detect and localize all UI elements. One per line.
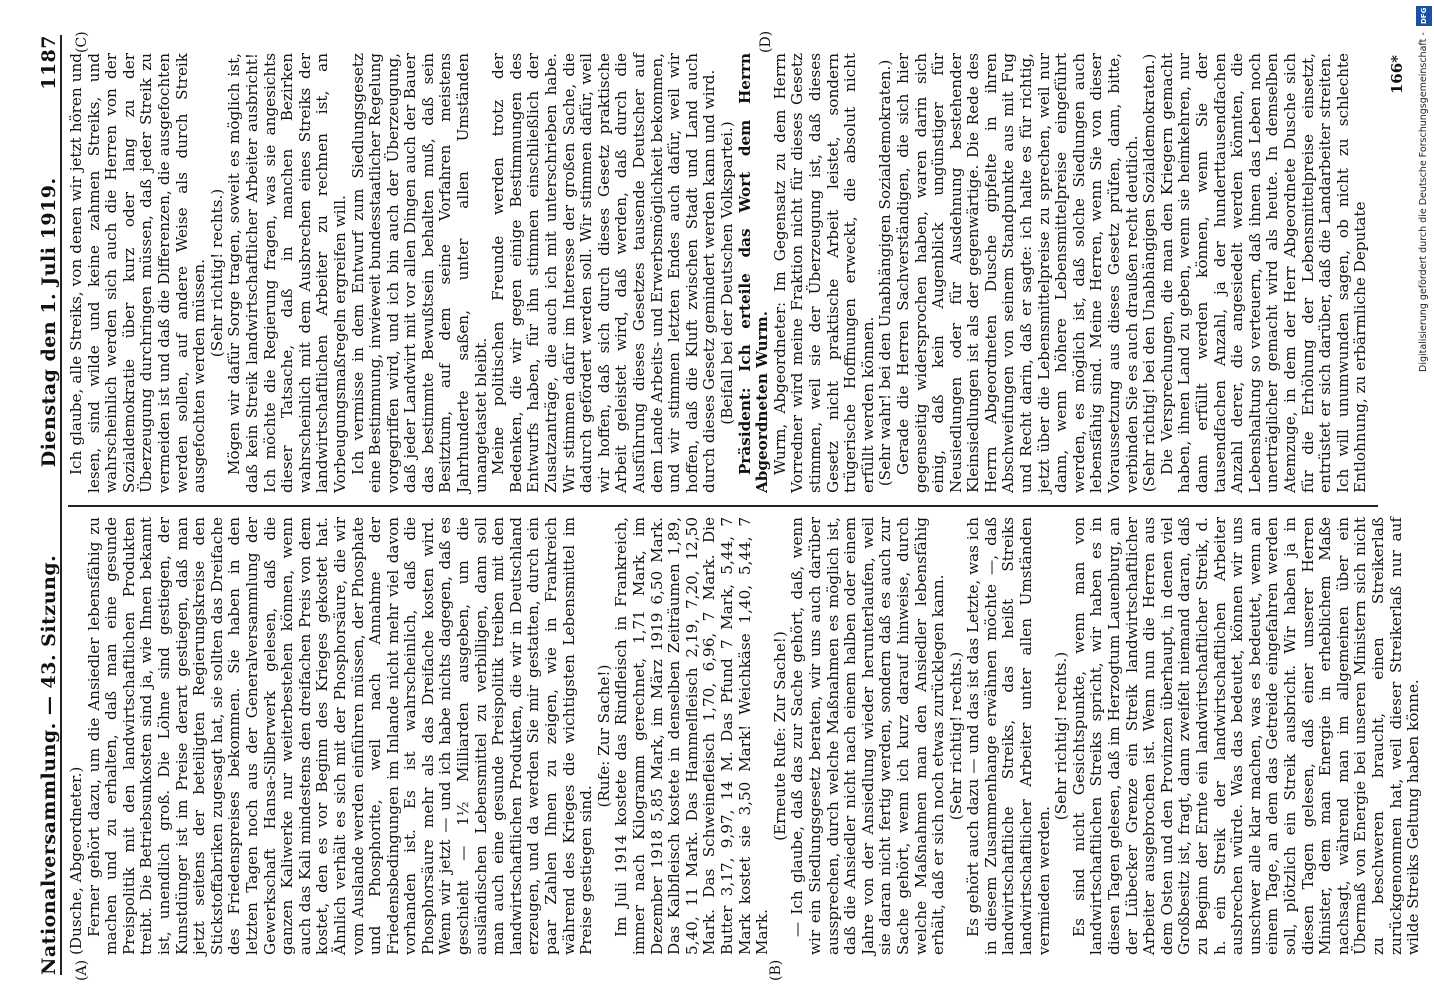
paragraph: Es sind nicht Gesichtspunkte, wenn man von landwirtschaftlichen Streiks spricht, wir haben es in diesen Tagen gelesen, daß im Herzogtum Lauenburg, an der Lübecker Grenze ein Streik landwirtschaftlicher Arbeiter ausgebrochen ist. Wenn nun die Herren aus dem Osten und den Provinzen überhaupt, in denen viel Großbesitz ist, fragt, dann zweifelt niemand daran, daß zu Beginn der Ernte ein landwirtschaftlicher Streik, d. h. ein Streik der landwirtschaftlichen Arbeiter ausbrechen würde. Was das bedeutet, können wir uns unschwer alle klar machen, was es bedeutet, wenn an einem Tage, an dem das Getreide eingefahren werden soll, plötzlich ein Streik ausbricht. Wir haben ja in diesen Tagen gelesen, daß einer unserer Herren Minister, dem man Energie in erheblichem Maße nachsagt, während man im allgemeinen über ein Übermaß von Energie bei unseren Ministern sich nicht zu beschweren braucht, einen Streikerlaß zurückgenommen hat, weil dieser Streikerlaß nur auf wilde Streiks Geltung haben könne. [1069, 517, 1423, 955]
paragraph: Es gehört auch dazu — und das ist das Letzte, was ich in diesem Zusammenhange erwähnen möchte —, daß landwirtschaftliche Streiks, das heißt Streiks landwirtschaftlicher Arbeiter unter allen Umständen vermieden werden. [964, 517, 1053, 955]
paragraph: Ich vermisse in dem Entwurf zum Siedlungsgesetz eine Bestimmung, inwieweit bundesstaatlicher Regelung vorgegriffen wird, und ich bin auch der Überzeugung, daß jeder Landwirt mit vor allen Dingen auch der Bauer das bestimmte Bewußtsein behalten muß, daß sein Besitztum, auf dem seine Vorfahren meistens Jahrhunderte saßen, unter allen Umständen unangetastet bleibt. [348, 53, 490, 493]
column-divider [68, 505, 1378, 507]
interjection: (Beifall bei der Deutschen Volkspartei.) [717, 121, 736, 425]
header-center: Dienstag den 1. Juli 1919. [38, 177, 60, 468]
digitization-note: Digitalisierung gefördert durch die Deutsche Forschungsgemeinschaft - [1418, 32, 1429, 372]
interjection: (Erneute Rufe: Zur Sache!) [770, 631, 789, 841]
interjection: (Sehr richtig! rechts.) [946, 651, 965, 821]
rotated-page [28, 25, 1423, 985]
interjection: (Sehr richtig! rechts.) [207, 188, 226, 358]
dfg-logo: DFG [1416, 6, 1432, 26]
margin-marker-b: (B) [768, 959, 784, 981]
paragraph: Im Juli 1914 kostete das Rindfleisch in Frankreich, immer nach Kilogramm gerechnet, 1,71 Mark, im Dezember 1918 5,85 Mark, im März 1919 6,50 Mark. Das Kalbfleisch kostete in denselben Zeiträumen 1,89, 5,40, 11 Mark. Das Hammelfleisch 2,19, 7,20, 12,50 Mark. Das Schweinefleisch 1,70, 6,96, 7 Mark. Die Butter 3,17, 9,97, 14 M. Das Pfund 7 Mark, 5,44, 7 Mark kostet sie 3,50 Mark! Weichkäse 1,40, 5,44, 7 Mark. [612, 517, 772, 955]
paragraph: — Ich glaube, daß das zur Sache gehört, daß, wenn wir ein Siedlungsgesetz beraten, wir uns auch darüber aussprechen, durch welche Maßnahmen es möglich ist, daß die Ansiedler nicht nach einem halben oder einem Jahre von der Ansiedlung wieder herunterlaufen, weil sie daran nicht fertig werden, sondern daß es auch zur Sache gehört, wenn ich kurz darauf hinweise, durch welche Maßnahmen man den Ansiedler lebensfähig erhält, daß er sich noch etwas zurücklegen kann. [788, 517, 948, 955]
president-statement: Präsident: Ich erteile das Wort dem Herrn Abgeordneten Wurm. [735, 53, 772, 493]
interjection: (Rufe: Zur Sache!) [594, 664, 613, 808]
interjection: (Sehr richtig! rechts.) [1052, 651, 1071, 821]
paragraph: Die Versprechungen, die man den Kriegern gemacht haben, ihnen Land zu geben, wenn sie heimkehren, nur dann erfüllt werden können, wenn Sie der tausendfachen Anzahl, ja der hunderttausendfachen Anzahl derer, die angesiedelt werden könnten, die Lebenshaltung so verteuern, daß ihnen das Leben noch unerträglicher gemacht wird als heute. In demselben Atemzuge, in dem der Herr Abgeordnete Dusche sich für die Erhöhung der Lebensmittelpreise einsetzt, entrüstet er sich darüber, daß die Landarbeiter streiten. Ich will unumwunden sagen, ob nicht zu schlechte Entlohnung, zu erbärmliche Deputate [1157, 53, 1370, 493]
paragraph: Ich glaube, alle Streiks, von denen wir jetzt hören und lesen, sind wilde und keine zahmen Streiks, und wahrscheinlich werden sich auch die Herren von der Sozialdemokratie über kurz oder lang zu der Überzeugung durchringen müssen, daß jeder Streik zu vermeiden ist und daß die Differenzen, die ausgefochten werden sollen, auf andere Weise als durch Streik ausgefochten werden müssen. [67, 53, 209, 493]
left-column [67, 517, 1423, 955]
margin-marker-a: (A) [74, 959, 90, 981]
header-left: Nationalversammlung. — 43. Sitzung. [38, 554, 60, 975]
interjection: (Sehr richtig! bei den Unabhängigen Sozialdemokraten.) [1140, 53, 1159, 493]
right-column [68, 53, 1388, 493]
margin-marker-c: (C) [74, 31, 90, 53]
signature-mark: 166* [1388, 55, 1406, 95]
speaker-note: (Dusche, Abgeordneter.) [67, 766, 85, 955]
margin-marker-d: (D) [758, 30, 774, 53]
paragraph: Meine politischen Freunde werden trotz der Bedenken, die wir gegen einige Bestimmungen des Entwurfs haben, für ihn stimmen einschließlich der Zusatzanträge, die auch ich mit unterschrieben habe. Wir stimmen dafür im Interesse der großen Sache, die dadurch gefördert werden soll. Wir stimmen dafür, weil wir hoffen, daß sich durch dieses Gesetz praktische Arbeit geleistet wird, daß werden, daß durch die Ausführung dieses Gesetzes tausende Deutscher auf dem Lande Arbeits- und Erwerbsmöglichkeit bekommen, und wir stimmen letzten Endes auch dafür, weil wir hoffen, daß die Kluft zwischen Stadt und Land auch durch dieses Gesetz gemindert werden kann und wird. [489, 53, 719, 493]
interjection: (Sehr wahr! bei den Unabhängigen Sozialdemokraten.) [876, 59, 895, 487]
paragraph: Mögen wir dafür Sorge tragen, soweit es möglich ist, daß kein Streik landwirtschaftlicher Arbeiter ausbricht! Ich möchte die Regierung fragen, was sie angesichts dieser Tatsache, daß in manchen Bezirken wahrscheinlich mit dem Ausbrechen eines Streiks der landwirtschaftlichen Arbeiter zu rechnen ist, an Vorbeugungsmaßregeln ergreifen will. [225, 53, 349, 493]
page-header [28, 35, 62, 975]
page-number: 1187 [38, 35, 60, 90]
paragraph: Gerade die Herren Sachverständigen, die sich hier gegenseitig widersprochen haben, waren darin sich einig, daß kein Augenblick ungünstiger für Neusiedlungen oder für Ausdehnung bestehender Kleinsiedlungen ist als der gegenwärtige. Die Rede des Herrn Abgeordneten Dusche gipfelte in ihren Abschweifungen von seinem Standpunkte aus mit Fug und Recht darin, daß er sagte: ich halte es für richtig, jetzt über die Lebensmittelpreise zu sprechen, weil nur dann, wenn höhere Lebensmittelpreise eingeführt werden, es möglich ist, daß solche Siedlungen auch lebensfähig sind. Meine Herren, wenn Sie von dieser Voraussetzung aus dieses Gesetz prüfen, dann, bitte, verbinden Sie es auch draußen recht deutlich. [893, 53, 1141, 493]
paragraph: Wurm, Abgeordneter: Im Gegensatz zu dem Herrn Vorredner wird meine Fraktion nicht für dieses Gesetz stimmen, weil sie der Überzeugung ist, daß dieses Gesetz nicht praktische Arbeit leistet, sondern trügerische Hoffnungen erweckt, die absolut nicht erfüllt werden können. [770, 53, 877, 493]
paragraph: Ferner gehört dazu, um die Ansiedler lebensfähig zu machen und zu erhalten, daß man eine gesunde Preispolitik mit den landwirtschaftlichen Produkten treibt. Die Betriebsunkosten sind ja, wie Ihnen bekannt ist, unendlich groß. Die Löhne sind gestiegen, der Kunstdünger ist im Preise derart gestiegen, daß man jetzt seitens der beteiligten Regierungskreise den Stickstoffabriken zugesagt hat, sie sollten das Dreifache des Friedenspreises bekommen. Sie haben in den letzten Tagen noch aus der Generalversammlung der Gewerkschaft Hansa-Silberwerk gelesen, daß die ganzen Kaliwerke nur weiterbestehen können, wenn auch das Kali mindestens den dreifachen Preis von dem kostet, den es vor Beginn des Krieges gekostet hat. Ähnlich verhält es sich mit der Phosphorsäure, die wir vom Auslande werden einführen müssen, der Phosphate und Phosphorite, weil nach Annahme der Friedensbedingungen im Inlande nicht mehr viel davon vorhanden ist. Es ist wahrscheinlich, daß die Phosphorsäure mehr als das Dreifache kosten wird. Wenn wir jetzt — und ich habe nichts dagegen, daß es geschieht — 1½ Milliarden ausgeben, um die ausländischen Lebensmittel zu verbilligen, dann soll man auch eine gesunde Preispolitik treiben mit den landwirtschaftlichen Produkten, die wir in Deutschland erzeugen, und da werden Sie mir gestatten, durch ein paar Zahlen Ihnen zu zeigen, wie in Frankreich während des Krieges die wichtigsten Lebensmittel im Preise gestiegen sind. [84, 517, 596, 955]
